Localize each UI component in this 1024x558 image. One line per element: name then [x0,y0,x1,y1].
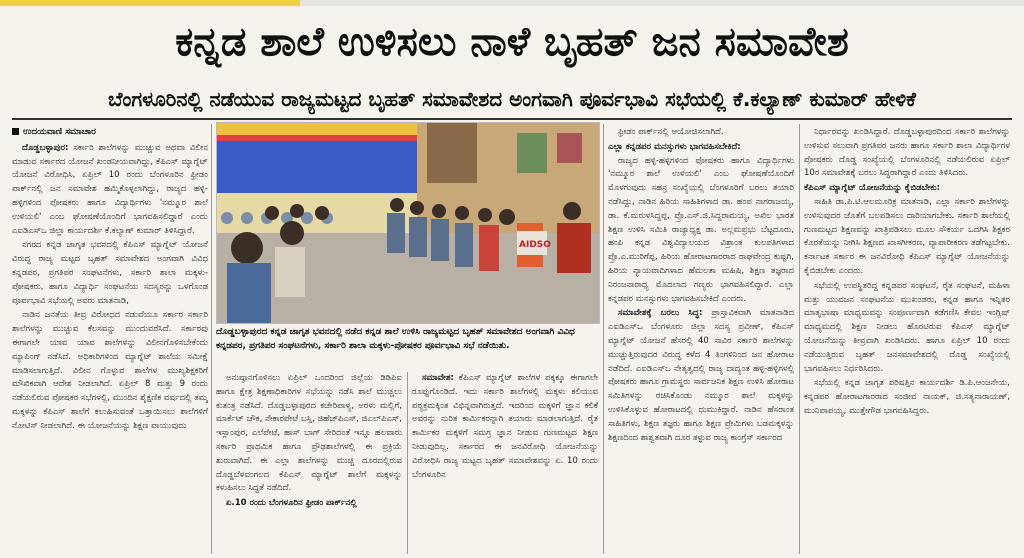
headline-rule [12,118,1012,120]
top-strip [0,0,1024,6]
paragraph-text: ಕೆಪಿಎಸ್ ಮ್ಯಾಗ್ನೆಟ್ ಶಾಲೆಗಳ ಪಕ್ಕಕ್ಕೂ ಈಗಾಗಲೇ ರೂಪ್ಪುಗೊಂಡಿದೆ. ಇದು ಸರ್ಕಾರಿ ಶಾಲೆಗಳಲ್ಲಿ ಮಕ್ಕಳು ಕಲಿಯುವ ಪಠ್ಯಕ್ರಮಕ್ಕಿಂತ ವಿಭಿನ್ನವಾಗಿರುತ್ತದೆ. ಇದರಿಂದ ಮಕ್ಕಳಿಗೆ ಜ್ಞಾನ ಕಲಿಕೆ ಅವರನ್ನು ನುರಿತ ಕಾರ್ಮಿಕರನ್ನಾಗಿ ತಯಾರು ಮಾಡಲಾಗುತ್ತಿದೆ. ರೈತ ಕಾರ್ಮಿಕರ ಮಕ್ಕಳಿಗೆ ಸಮಗ್ರ ಜ್ಞಾನ ನೀಡುವ ಗುಣಮಟ್ಟದ ಶಿಕ್ಷಣ ನೀಡುವುದಿಲ್ಲ. ಸರ್ಕಾರದ ಈ ಜನವಿರೋಧಿ ಯೋಜನೆಯನ್ನು ವಿರೋಧಿಸಿ ರಾಜ್ಯ ಮಟ್ಟದ ಬೃಹತ್ ಸಮಾವೇಶವನ್ನು ಏ. 10 ರಂದು ಬೆಂಗಳೂರಿನ [412,373,598,480]
paragraph: ಸಭೆಯಲ್ಲಿ ಕನ್ನಡ ಜಾಗೃತ ಪರಿಷತ್ತಿನ ಕಾರ್ಯದರ್ಶಿ ಡಿ.ಪಿ.ಆಂಜನೇಯ, ಕನ್ನಡಪರ ಹೋರಾಟಗಾರರಾದ ಸಂಜೀವ ನಾಯಕ್, ಜಿ.ಸತ್ಯನಾರಾಯಣ್, ಮುನಿಪಾಪಯ್ಯ, ಮುತ್ತೇಗೌಡ ಭಾಗವಹಿಸಿದ್ದರು. [804,378,1010,416]
column-divider [799,124,800,554]
article-column-1 [12,126,208,556]
paragraph [412,372,598,482]
subheadline: ಬೆಂಗಳೂರಿನಲ್ಲಿ ನಡೆಯುವ ರಾಜ್ಯಮಟ್ಟದ ಬೃಹತ್ ಸಮಾವೇಶದ ಅಂಗವಾಗಿ ಪೂರ್ವಭಾವಿ ಸಭೆಯಲ್ಲಿ ಕೆ.ಕಲ್ಯಾಣ್ ಕುಮಾರ್ ಹೇಳಿಕೆ [108,87,916,111]
news-photo [216,122,600,324]
column-divider [407,372,408,554]
section-heading: ಕೆಪಿಎಸ್ ಮ್ಯಾಗ್ನೆಟ್ ಯೋಜನೆಯನ್ನು ಕೈಬಿಡಬೇಕು: [804,183,941,194]
byline-text: ಉದಯವಾಣಿ ಸಮಾಚಾರ [23,127,96,137]
paragraph-text: ಸರ್ಕಾರಿ ಶಾಲೆಗಳನ್ನು ಮುಚ್ಚುವ ಅಥವಾ ವಿಲೀನ ಮಾಡುವ ಸರ್ಕಾರದ ಯೋಜನೆ ಖಂಡನೀಯವಾಗಿದ್ದು, ಕೆಪಿಎಸ್ ಮ್ಯಾಗ್ನೆಟ್ ಯೋಜನೆ ವಿರೋಧಿಸಿ, ಏಪ್ರಿಲ್ 10 ರಂದು ಬೆಂಗಳೂರಿನ ಫ್ರೀಡಂ ಪಾರ್ಕ್‌ನಲ್ಲಿ ಜನ ಸಮಾವೇಶ ಹಮ್ಮಿಕೊಳ್ಳಲಾಗಿದ್ದು, ರಾಜ್ಯದ ಹಳ್ಳಿ-ಹಳ್ಳಿಗಳಿಂದ ಪೋಷಕರು ಹಾಗೂ ವಿದ್ಯಾರ್ಥಿಗಳು 'ನಮ್ಮೂರ ಶಾಲೆ ಉಳಿಯಲಿ' ಎಂಬ ಘೋಷಣೆಯೊಂದಿಗೆ ಭಾಗವಹಿಸಲಿದ್ದಾರೆ ಎಂದು ಎಐಡಿಎಸ್‌ಒ ಜಿಲ್ಲಾ ಕಾರ್ಯದರ್ಶಿ ಕೆ.ಕಲ್ಯಾಣ್ ಕುಮಾರ್ ತಿಳಿಸಿದ್ದಾರೆ. [12,142,208,236]
paragraph: ಸಾಹಿತಿ ಡಾ.ಪಿ.ಟಿ.ಆಲಮೂರಿಕ್ರ ಮಾತನಾಡಿ, ಎಲ್ಲಾ ಸರ್ಕಾರಿ ಶಾಲೆಗಳನ್ನು ಉಳಿಸುವುದರ ಜೊತೆಗೆ ಬಲಪಡಿಸಲು ದಾರಿಯಾಗಬೇಕು. ಸರ್ಕಾರಿ ಶಾಲೆಯಲ್ಲಿ ಗುಣಮಟ್ಟದ ಶಿಕ್ಷಣವನ್ನು ಖಾತ್ರಿಪಡಿಸಲು ಮೂಲ ಸೌಕರ್ಯ ಒದಗಿಸಿ ಶಿಕ್ಷಕರ ಕೊರತೆಯನ್ನು ನೀಗಿಸಿ ಶಿಕ್ಷಣದ ಖಾಸಗೀಕರಣ, ವ್ಯಾಪಾರೀಕರಣ ತಡೆಗಟ್ಟಬೇಕು. ಕರ್ನಾಟಕ ಸರ್ಕಾರ ಈ ಜನವಿರೋಧಿ ಕೆಪಿಎಸ್ ಮ್ಯಾಗ್ನೆಟ್ ಯೋಜನೆಯನ್ನು ಕೈಬಿಡಬೇಕು ಎಂದರು. [804,196,1010,276]
top-strip-accent [0,0,300,6]
paragraph: ಸಭೆಯಲ್ಲಿ ಉಪಸ್ಥಿತರಿದ್ದ ಕನ್ನಡಪರ ಸಂಘಟನೆ, ರೈತ ಸಂಘಟನೆ, ಮಹಿಳಾ ಮತ್ತು ಯುವಜನ ಸಂಘಟನೆಯ ಮುಖಂಡರು, ಕನ್ನಡ ಹಾಗೂ ಇನ್ನಿತರ ಮಾತೃಭಾಷಾ ಮಾಧ್ಯಮವನ್ನು ಸಂಪೂರ್ಣವಾಗಿ ಕಡೆಗಣಿಸಿ ಕೇವಲ ಇಂಗ್ಲಿಷ್ ಮಾಧ್ಯಮದಲ್ಲಿ ಶಿಕ್ಷಣ ನೀಡಲು ಹೊರಟಿರುವ ಕೆಪಿಎಸ್ ಮ್ಯಾಗ್ನೆಟ್ ಯೋಜನೆಯನ್ನು ತೀವ್ರವಾಗಿ ಖಂಡಿಸಿದರು. ಹಾಗೂ ಏಪ್ರಿಲ್ 10 ರಂದು ನಡೆಯುತ್ತಿರುವ ಬೃಹತ್ ಜನಸಮಾವೇಶದಲ್ಲಿ ದೊಡ್ಡ ಸಂಖ್ಯೆಯಲ್ಲಿ ಭಾಗವಹಿಸಲು ನಿರ್ಧರಿಸಿದರು. [804,280,1010,374]
paragraph: ಏ.10 ರಂದು ಬೆಂಗಳೂರಿನ ಫ್ರೀಡಂ ಪಾರ್ಕ್‌ನಲ್ಲಿ [226,498,357,509]
paragraph: ರಾಜ್ಯದ ಹಳ್ಳಿ-ಹಳ್ಳಿಗಳಿಂದ ಪೋಷಕರು ಹಾಗೂ ವಿದ್ಯಾರ್ಥಿಗಳು 'ನಮ್ಮೂರ ಶಾಲೆ ಉಳಿಯಲಿ' ಎಂಬ ಘೋಷಣೆಯೊಂದಿಗೆ ಮೊಳಗುವುದು ಸಹಸ್ರ ಸಂಖ್ಯೆಯಲ್ಲಿ ಬೆಂಗಳೂರಿಗೆ ಬರಲು ತಯಾರಿ ನಡೆಸಿದ್ದು, ನಾಡಿನ ಹಿರಿಯ ಸಾಹಿತಿಗಳಾದ ಡಾ. ಹಂಪ ನಾಗರಾಜಯ್ಯ, ಡಾ. ಕೆ.ಮರುಳಸಿದ್ದಪ್ಪ, ಪ್ರೊ.ಎಸ್.ಜಿ.ಸಿದ್ದರಾಮಯ್ಯ, ಅಖಿಲ ಭಾರತ ಶಿಕ್ಷಣ ಉಳಿಸಿ ಸಮಿತಿ ರಾಜ್ಯಾಧ್ಯಕ್ಷ ಡಾ. ಅಲ್ಲಮಪ್ರಭು ಬೆಟ್ಟದೂರು, ಹಂಪಿ ಕನ್ನಡ ವಿಶ್ವವಿದ್ಯಾಲಯದ ವಿಶ್ರಾಂತ ಕುಲಪತಿಗಳಾದ ಪ್ರೊ.ಎ.ಮುರಿಗೆಪ್ಪ, ಹಿರಿಯ ಹೋರಾಟಗಾರರಾದ ರಾಘವೇಂದ್ರ ಕುಷ್ಟಗಿ, ಹಿರಿಯ ನ್ಯಾಯವಾದಿಗಳಾದ ಹೆಮಲತಾ ಮಹಿಷಿ, ಶಿಕ್ಷಣ ತಜ್ಞರಾದ ನಿರಂಜನಾರಾಧ್ಯ ಮೊದಲಾದ ಗಣ್ಯರು ಭಾಗವಹಿಸಲಿದ್ದಾರೆ. ಎಲ್ಲಾ ಕನ್ನಡಪರ ಮನಸ್ಸುಗಳು ಭಾಗವಹಿಸಬೇಕಿದೆ ಎಂದರು. [608,155,794,304]
section-heading: ಎಲ್ಲಾ ಕನ್ನಡಪರ ಮನಸ್ಸುಗಳು ಭಾಗವಹಿಸಬೇಕಿದೆ: [608,141,741,152]
column-divider [603,124,604,554]
section-label: ಸಮಾವೇಶ: [422,373,454,383]
byline-square-icon [12,128,19,135]
headline: ಕನ್ನಡ ಶಾಲೆ ಉಳಿಸಲು ನಾಳೆ ಬೃಹತ್ ಜನ ಸಮಾವೇಶ [175,19,849,65]
column-divider [211,124,212,554]
paragraph: ಅನುಷ್ಠಾನಗೊಳಿಸಲು ಏಪ್ರಿಲ್ ಒಂದರಿಂದ ಜಿಲ್ಲೆಯ ಡಿಡಿಪಿಐ ಹಾಗೂ ಕ್ಷೇತ್ರ ಶಿಕ್ಷಣಾಧಿಕಾರಿಗಳ ಸಭೆಯನ್ನು ನಡೆಸಿ ಶಾಲೆ ಮುಚ್ಚಲು ಕುತಂತ್ರ ನಡೆಸಿದೆ. ದೊಡ್ಡಬಳ್ಳಾಪುರದ ಕಚೇರಿಪಾಳ್ಯ, ಅರಳು ಮಲ್ಲಿಗೆ, ಮಾರ್ಕೆಟ್ ಚೌಕ, ನೇಕಾರಪೇಟೆ ಬಸ್ತಿ, ಜಿಹೆಚ್‌ಪಿಎಸ್, ಜಿಎಲ್‌ಪಿಎಸ್, ಇಸ್ಲಾಂಪುರ, ಎಲೆಪೇಟೆ, ಹಾಸ್ ಬಾಗ್ ಸೇರಿದಂತೆ ಇನ್ನೂ ಹಲವಾರು ಸರ್ಕಾರಿ ಪ್ರಾಥಮಿಕ ಹಾಗೂ ಪ್ರೌಢಶಾಲೆಗಳಲ್ಲಿ ಈ ಪ್ರಕ್ರಿಯೆ ಶುರುವಾಗಿದೆ. ಈ ಎಲ್ಲಾ ಶಾಲೆಗಳನ್ನು ಮುಚ್ಚಿ ದೂರದಲ್ಲಿರುವ ದೊಡ್ಡಬೆಳವಂಗಲದ ಕೆಪಿಎಸ್ ಮ್ಯಾಗ್ನೆಟ್ ಶಾಲೆಗೆ ಮಕ್ಕಳನ್ನು ಕಳುಹಿಸಲು ಸಿದ್ಧತೆ ನಡೆದಿದೆ. [216,373,402,494]
dateline: ದೊಡ್ಡಬಳ್ಳಾಪುರ: [22,142,69,153]
paragraph: ನಿರ್ಧಾರವನ್ನು ಖಂಡಿಸಿದ್ದಾರೆ. ದೊಡ್ಡಬಳ್ಳಾಪುರದಿಂದ ಸರ್ಕಾರಿ ಶಾಲೆಗಳನ್ನು ಉಳಿಸುವ ಸಲುವಾಗಿ ಪ್ರಗತಿಪರ ಜನರು ಹಾಗೂ ಸರ್ಕಾರಿ ಶಾಲಾ ವಿದ್ಯಾರ್ಥಿಗಳ ಪೋಷಕರು ದೊಡ್ಡ ಸಂಖ್ಯೆಯಲ್ಲಿ ಬೆಂಗಳೂರಿನಲ್ಲಿ ನಡೆಯಲಿರುವ ಏಪ್ರಿಲ್ 10ರ ಸಮಾವೇಶಕ್ಕೆ ಬರಲು ಸಿದ್ಧರಾಗಿದ್ದಾರೆ ಎಂದು ತಿಳಿಸಿದರು. [804,127,1010,179]
article-column-5 [804,126,1010,556]
paragraph [12,142,208,239]
article-column-2 [216,372,402,556]
paragraph: ನಾಡಿನ ಜನತೆಯ ತೀವ್ರ ವಿರೋಧದ ನಡುವೆಯೂ ಸರ್ಕಾರ ಸರ್ಕಾರಿ ಶಾಲೆಗಳನ್ನು ಮುಚ್ಚುವ ಕೆಲಸವನ್ನು ಮುಂದುವರೆಸಿದೆ. ಸರ್ಕಾರವು ಈಗಾಗಲೇ ಯಾವ ಯಾವ ಶಾಲೆಗಳನ್ನು ವಿಲೀನಗೊಳಿಸಬೇಕೆಂದು ಮ್ಯಾಪಿಂಗ್ ನಡೆಸಿದೆ. ಅಧಿಕಾರಿಗಳಿಂದ ಮ್ಯಾಗ್ನೆಟ್ ಶಾಲೆಯ ಸಮೀಕ್ಷೆ ಮಾಡಿಸಲಾಗುತ್ತಿದೆ. ವಿಲೀನ ಗೊಳ್ಳುವ ಶಾಲೆಗಳ ಮುಖ್ಯಶಿಕ್ಷಕರಿಗೆ ಮೌಖಿಕವಾಗಿ ಆದೇಶ ನೀಡಲಾಗಿದೆ. ಏಪ್ರಿಲ್ 8 ಮತ್ತು 9 ರಂದು ನಡೆಯಲಿರುವ ಪೋಷಕರ ಸಭೆಗಳಲ್ಲಿ, ಮುಂದಿನ ಶೈಕ್ಷಣಿಕ ವರ್ಷದಲ್ಲಿ ತಮ್ಮ ಮಕ್ಕಳನ್ನು ಕೆಪಿಎಸ್ ಶಾಲೆಗೆ ಕಲುಹಿಸುವಂತೆ ಒತ್ತಾಯಿಸಲು ಶಾಲೆಗಳಿಗೆ ನೋಟಿಸ್ ನೀಡಲಾಗಿದೆ. ಈ ಯೋಜನೆಯನ್ನು ಶಿಕ್ಷಣ ವಾಯುವುದು [12,310,208,431]
photo-banner-text: AIDSO [519,240,551,250]
article-column-4 [608,126,794,556]
section-label: ಸಮಾವೇಶಕ್ಕೆ ಬರಲು ಸಿದ್ಧ: [618,308,703,319]
paragraph [608,307,794,445]
photo-caption: ದೊಡ್ಡಬಳ್ಳಾಪುರದ ಕನ್ನಡ ಜಾಗೃತ ಭವನದಲ್ಲಿ ನಡೆದ ಕನ್ನಡ ಶಾಲೆ ಉಳಿಸಿ ರಾಜ್ಯಮಟ್ಟದ ಬೃಹತ್ ಸಮಾವೇಶದ ಅಂಗವಾಗಿ ವಿವಿಧ ಕನ್ನಡಪರ, ಪ್ರಗತಿಪರ ಸಂಘಟನೆಗಳು, ಸರ್ಕಾರಿ ಶಾಲಾ ಮಕ್ಕಳು-ಪೋಷಕರ ಪೂರ್ವಭಾವಿ ಸಭೆ ನಡೆಯಿತು. [216,327,575,351]
byline [12,126,208,140]
paragraph-text: ಪ್ರಾಸ್ತಾವಿಕವಾಗಿ ಮಾತನಾಡಿದ ಎಐಡಿಎಸ್‌ಒ ಬೆಂಗಳೂರು ಜಿಲ್ಲಾ ಸದಸ್ಯ ಪ್ರವೀಣ್, ಕೆಪಿಎಸ್ ಮ್ಯಾಗ್ನೆಟ್ ಯೋಜನೆ ಹೆಸರಲ್ಲಿ 40 ಸಾವಿರ ಸರ್ಕಾರಿ ಶಾಲೆಗಳನ್ನು ಮುಚ್ಚುತ್ತಿರುವುದರ ವಿರುದ್ಧ ಕಳೆದ 4 ತಿಂಗಳಿನಿಂದ ಜನ ಹೋರಾಟ ನಡೆದಿದೆ. ಎಐಡಿಎಸ್‌ಒ ನೇತೃತ್ವದಲ್ಲಿ ರಾಜ್ಯ ದಾದ್ಯಂತ ಹಳ್ಳಿ-ಹಳ್ಳಿಗಳಲ್ಲಿ ಪೋಷಕರು ಹಾಗೂ ಗ್ರಾಮಸ್ಥರು ಸಾರ್ವಜನಿಕ ಶಿಕ್ಷಣ ಉಳಿಸಿ ಹೋರಾಟ ಸಮಿತಿಗಳನ್ನು ರಚಿಸಿಕೊಂಡು ನಮ್ಮೂರ ಶಾಲೆ ಮಕ್ಕಳನ್ನು ಉಳಿಸಿಕೊಳ್ಳುವ ಹೋರಾಟದಲ್ಲಿ ಧುಮುಕಿದ್ದಾರೆ. ನಾಡಿನ ಹೆಸರಾಂತ ಸಾಹಿತಿಗಳು, ಶಿಕ್ಷಣ ತಜ್ಞರು ಹಾಗೂ ಶಿಕ್ಷಣ ಪ್ರೇಮಿಗಳು ಬಡಮಕ್ಕಳನ್ನು ಶಿಕ್ಷಣದಿಂದ ಶಾಶ್ವತವಾಗಿ ದೂರ ತಳ್ಳುವ ರಾಜ್ಯ ಕಾಂಗ್ರೆಸ್ ಸರ್ಕಾರದ [608,308,794,443]
paragraph: ಫ್ರೀಡಂ ಪಾರ್ಕ್‌ನಲ್ಲಿ ಆಯೋಜಿಸಲಾಗಿದೆ. [618,127,724,137]
article-column-3 [412,372,598,556]
paragraph: ನಗರದ ಕನ್ನಡ ಜಾಗೃತ ಭವನದಲ್ಲಿ ಕೆಪಿಎಸ್ ಮ್ಯಾಗ್ನೆಟ್ ಯೋಜನೆ ವಿರುದ್ಧ ರಾಜ್ಯ ಮಟ್ಟದ ಬೃಹತ್ ಸಮಾವೇಶದ ಅಂಗವಾಗಿ ವಿವಿಧ ಕನ್ನಡಪರ, ಪ್ರಗತಿಪರ ಸಂಘಟನೆಗಳು, ಸರ್ಕಾರಿ ಶಾಲಾ ಮಕ್ಕಳು-ಪೋಷಕರು, ಹಾಗೂ ವಿದ್ಯಾರ್ಥಿ ಸಂಘಟನೆಯ ಸದಸ್ಯರನ್ನು ಒಳಗೊಂಡ ಪೂರ್ವಭಾವಿ ಸಭೆಯಲ್ಲಿ ಅವರು ಮಾತನಾಡಿ, [12,240,208,306]
